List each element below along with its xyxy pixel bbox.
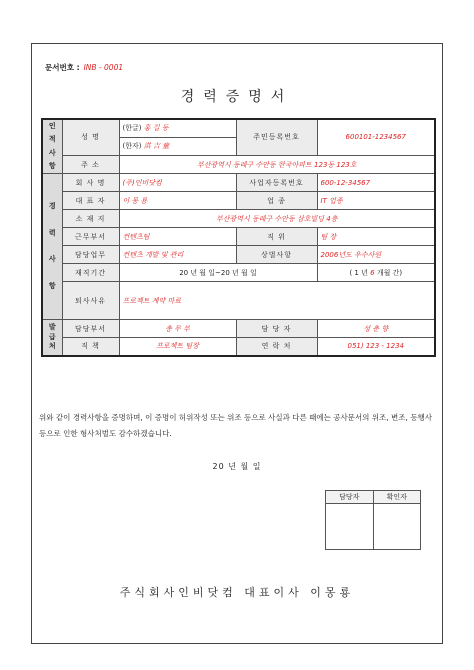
- dept-value: 컨텐츠팀: [119, 228, 236, 246]
- issuer-manager-value: 성 춘 향: [317, 320, 435, 338]
- document-number: [45, 62, 123, 73]
- name-hanja: (한자) 洪 吉 童: [119, 137, 236, 155]
- document-title: 경력증명서: [180, 89, 294, 105]
- resident-value: 600101-1234567: [317, 119, 435, 155]
- resident-label: 주민등록번호: [236, 119, 317, 155]
- approval-col-confirm: 확인자: [373, 491, 421, 504]
- resign-value: 프로젝트 계약 마료: [119, 282, 435, 320]
- statement-text: 위와 같이 경력사항을 증명하며, 이 증명이 허위작성 또는 위조 등으로 사실과 다른 때에는 공사문서의 위조, 변조, 동행사 등으로 인한 형사처벌도 감수하겠습니다.: [39, 413, 433, 438]
- name-hangul: (한글) 홍 길 동: [119, 119, 236, 137]
- approval-col-manager: 담당자: [326, 491, 374, 504]
- resign-label: 퇴사사유: [62, 282, 119, 320]
- position-value: 팀 장: [317, 228, 435, 246]
- duty-label: 담당업무: [62, 246, 119, 264]
- approval-sign-confirm: [373, 504, 421, 550]
- issuer-manager-label: 담 당 자: [236, 320, 317, 338]
- address-value: 부산광역시 동래구 수안동 한국아파트 123동 123호: [119, 155, 435, 173]
- approval-box: [325, 490, 421, 550]
- company-label: 회 사 명: [62, 174, 119, 192]
- location-label: 소 재 지: [62, 210, 119, 228]
- issue-date: 20 년 월 일: [212, 462, 262, 471]
- issuer-contact-label: 연 락 처: [236, 338, 317, 356]
- issuer-dept-value: 총 무 부: [119, 320, 236, 338]
- position-label: 직 위: [236, 228, 317, 246]
- document-number-label: 문서번호 :: [45, 63, 80, 72]
- issuer-contact-value: 051) 123 - 1234: [317, 338, 435, 356]
- section-personal: 인 적 사 항: [42, 119, 62, 174]
- section-issuer: 발 급 처: [42, 320, 62, 356]
- issuer-title-label: 직 책: [62, 338, 119, 356]
- period-value: 20 년 월 일~20 년 월 일: [119, 264, 317, 282]
- industry-label: 업 종: [236, 192, 317, 210]
- dept-label: 근무부서: [62, 228, 119, 246]
- issuer-title-value: 프로젝트 팀장: [119, 338, 236, 356]
- company-signature-line: 주식회사인비닷컴 대표이사 이몽룡: [119, 586, 355, 599]
- company-value: (주)인비닷컴: [119, 174, 236, 192]
- ceo-value: 이 몽 룡: [119, 192, 236, 210]
- ceo-label: 대 표 자: [62, 192, 119, 210]
- period-label: 재직기간: [62, 264, 119, 282]
- award-value: 2006년도 우수사원: [317, 246, 435, 264]
- duty-value: 컨텐츠 개발 및 관리: [119, 246, 236, 264]
- industry-value: IT 업종: [317, 192, 435, 210]
- approval-sign-manager: [326, 504, 374, 550]
- issuer-dept-label: 담당부서: [62, 320, 119, 338]
- bizno-label: 사업자등록번호: [236, 174, 317, 192]
- document-number-value: INB - 0001: [83, 63, 124, 72]
- award-label: 상벌사항: [236, 246, 317, 264]
- bizno-value: 600-12-34567: [317, 174, 435, 192]
- address-label: 주 소: [62, 155, 119, 173]
- period-total: ( 1 년 6 개월 간): [317, 264, 435, 282]
- name-label: 성 명: [62, 119, 119, 155]
- certificate-table: [41, 118, 436, 357]
- section-career: 경 력 사 항: [42, 174, 62, 320]
- location-value: 부산광역시 동래구 수안동 삼호빌딩 4층: [119, 210, 435, 228]
